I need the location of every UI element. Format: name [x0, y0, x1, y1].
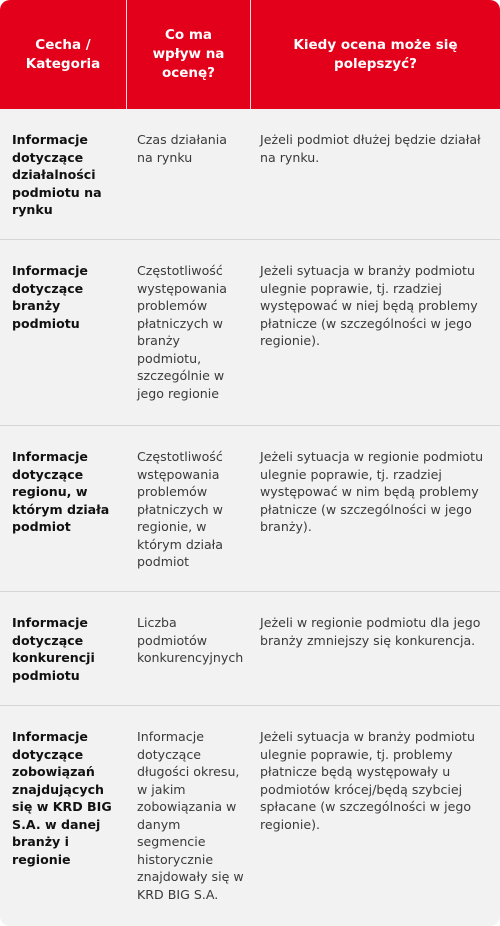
- row-influence: Informacje dotyczące długości okresu, w jakim zobowiązania w danym segmencie historycznie znajdowały się w KRD BIG S.A.: [137, 729, 244, 902]
- row-improvement: Jeżeli sytuacja w branży podmiotu ulegnie poprawie, tj. rzadziej występować w niej będą problemy płatnicze (w szczególności w jego regionie).: [260, 263, 478, 348]
- row-influence: Liczba podmiotów konkurencyjnych: [137, 615, 244, 665]
- row-category: Informacje dotyczące konkurencji podmiotu: [12, 615, 95, 683]
- header-category: Cecha / Kategoria: [25, 36, 101, 72]
- row-category: Informacje dotyczące działalności podmiotu na rynku: [12, 132, 102, 217]
- table-row: [0, 705, 500, 926]
- row-category: Informacje dotyczące regionu, w którym działa podmiot: [12, 449, 110, 534]
- row-influence: Czas działania na rynku: [137, 132, 228, 165]
- row-category: Informacje dotyczące zobowiązań znajdujących się w KRD BIG S.A. w danej branży i regionie: [12, 729, 112, 867]
- table-header: [0, 0, 500, 109]
- table-row: [0, 425, 500, 591]
- header-improvement: Kiedy ocena może się polepszyć?: [250, 0, 500, 109]
- table-row: [0, 591, 500, 705]
- row-influence: Częstotliwość wstępowania problemów płatniczych w regionie, w którym działa podmiot: [137, 449, 223, 569]
- row-influence: Częstotliwość występowania problemów płatniczych w branży podmiotu, szczególnie w jego regionie: [137, 263, 227, 401]
- row-category: Informacje dotyczące branży podmiotu: [12, 263, 88, 331]
- table-row: [0, 239, 500, 425]
- row-improvement: Jeżeli podmiot dłużej będzie działał na rynku.: [260, 132, 481, 165]
- table-row: [0, 109, 500, 239]
- row-improvement: Jeżeli sytuacja w branży podmiotu ulegnie poprawie, tj. problemy płatnicze będą występowały u podmiotów krócej/będą szybciej spłacane (w szczególności w jego regionie).: [260, 729, 475, 832]
- row-improvement: Jeżeli w regionie podmiotu dla jego branży zmniejszy się konkurencja.: [260, 615, 481, 648]
- row-improvement: Jeżeli sytuacja w regionie podmiotu ulegnie poprawie, tj. rzadziej występować w nim będą problemy płatnicze (w szczególności w jego branży).: [260, 449, 484, 534]
- header-influence: Co ma wpływ na ocenę?: [126, 0, 250, 109]
